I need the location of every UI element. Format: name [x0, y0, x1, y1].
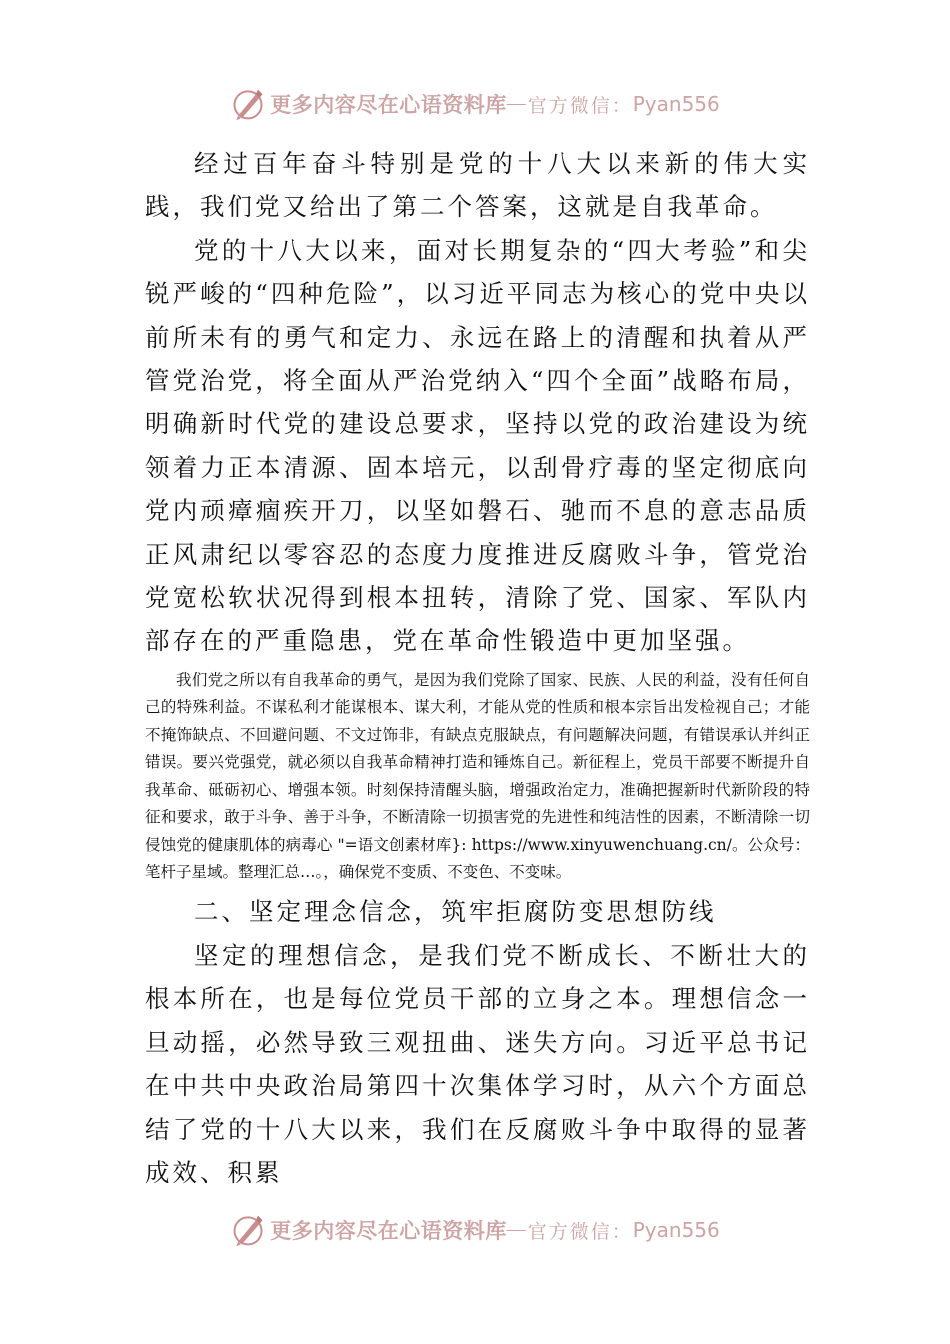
section-heading: 二、坚定理念信念，筑牢拒腐防变思想防线	[194, 896, 717, 926]
footer-banner	[0, 1210, 950, 1250]
paragraph-3: 我们党之所以有自我革命的勇气，是因为我们党除了国家、民族、人民的利益，没有任何自己的特殊利益。不谋私利才能谋根本、谋大利，才能从党的性质和根本宗旨出发检视自己；才能不掩饰缺点、不回避问题、不文过饰非，有缺点克服缺点，有问题解决问题，有错误承认并纠正错误。要兴党强党，就必须以自我革命精神打造和锤炼自己。新征程上，党员干部要不断提升自我革命、砥砺初心、增强本领。时刻保持清醒头脑，增强政治定力，准确把握新时代新阶段的特征和要求，敢于斗争、善于斗争，不断清除一切损害党的先进性和纯洁性的因素，不断清除一切侵蚀党的健康肌体的病毒心 "=语文创素材库}: https://www.xinyuwenchuang.cn/。公众号：笔杆子星域。整理汇总…。，确保党不变质、不变色、不变味。	[145, 670, 810, 882]
pen-logo-icon	[230, 1212, 266, 1248]
paragraph-4: 坚定的理想信念，是我们党不断成长、不断壮大的根本所在，也是每位党员干部的立身之本。理想信念一旦动摇，必然导致三观扭曲、迷失方向。习近平总书记在中共中央政治局第四十次集体学习时，从六个方面总结了党的十八大以来，我们在反腐败斗争中取得的显著成效、积累	[145, 940, 810, 1187]
banner-separator: —	[506, 1219, 528, 1240]
banner-subtitle: 官方微信：	[527, 1221, 633, 1243]
banner-title: 更多内容尽在心语资料库	[270, 93, 507, 117]
pen-logo-icon	[230, 86, 266, 122]
banner-separator: —	[506, 93, 528, 114]
document-body	[145, 142, 810, 1194]
banner-title: 更多内容尽在心语资料库	[270, 1219, 507, 1243]
paragraph-2: 党的十八大以来，面对长期复杂的“四大考验”和尖锐严峻的“四种危险”，以习近平同志为核心的党中央以前所未有的勇气和定力、永远在路上的清醒和执着从严管党治党，将全面从严治党纳入“四个全面”战略布局，明确新时代党的建设总要求，坚持以党的政治建设为统领着力正本清源、固本培元，以刮骨疗毒的坚定彻底向党内顽瘴痼疾开刀，以坚如磐石、驰而不息的意志品质正风肃纪以零容忍的态度力度推进反腐败斗争，管党治党宽松软状况得到根本扭转，清除了党、国家、军队内部存在的严重隐患，党在革命性锻造中更加坚强。	[145, 235, 810, 656]
banner-wechat-id: Pyan556	[632, 92, 720, 116]
banner-subtitle: 官方微信：	[527, 95, 633, 117]
header-banner	[0, 84, 950, 124]
paragraph-1: 经过百年奋斗特别是党的十八大以来新的伟大实践，我们党又给出了第二个答案，这就是自我革命。	[145, 149, 810, 222]
banner-wechat-id: Pyan556	[632, 1218, 720, 1242]
